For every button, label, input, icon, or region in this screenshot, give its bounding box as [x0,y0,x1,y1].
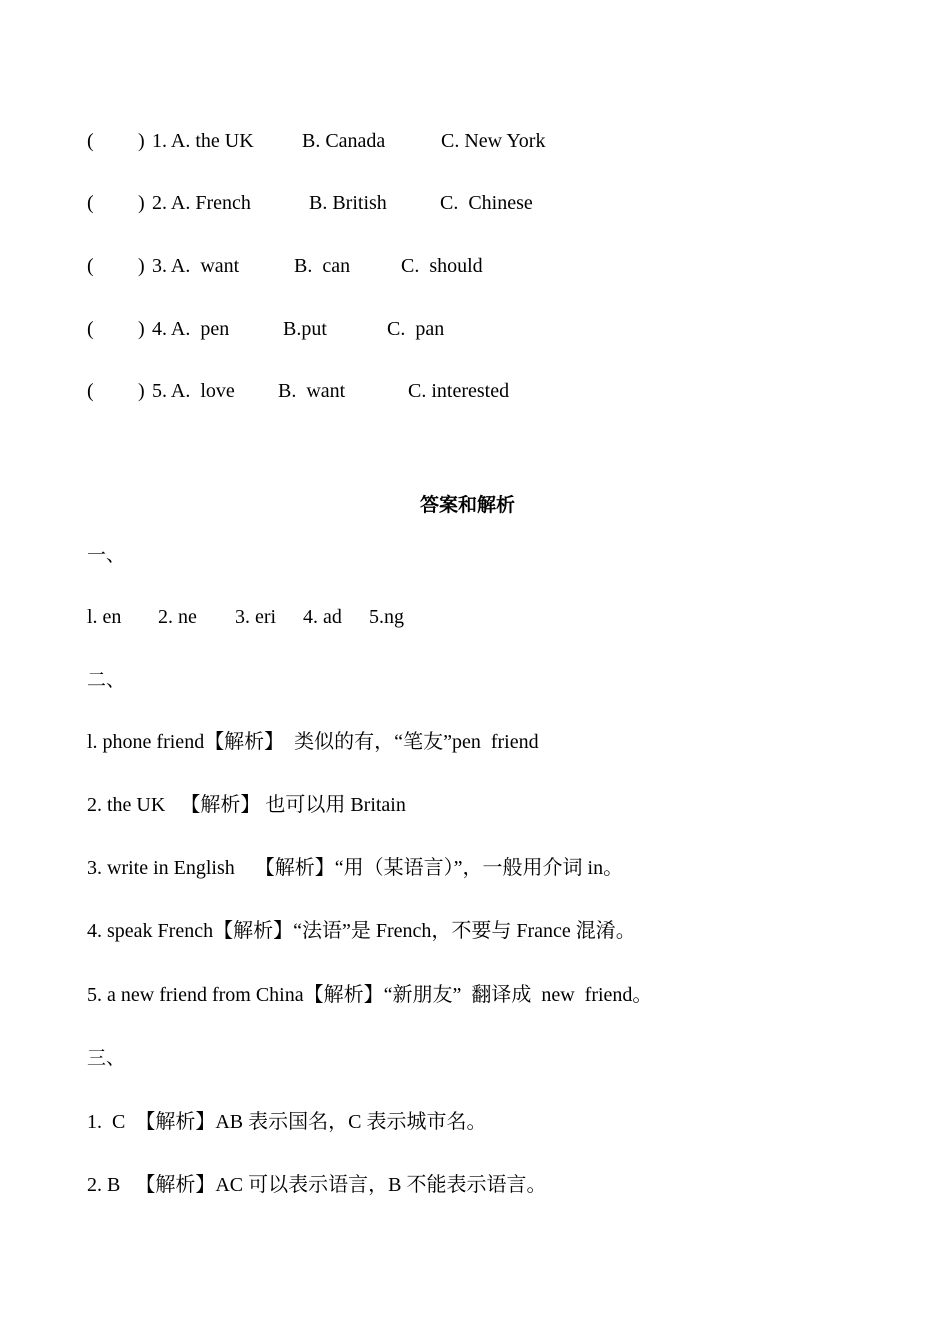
paren-close: ) [138,130,145,152]
option-c: C. should [401,255,483,277]
option-b: B. Canada [302,130,386,152]
option-a: 3. A. want [152,255,240,277]
paren-close: ) [138,380,145,402]
explanation-line: 1. C 【解析】AB 表示国名，C 表示城市名。 [87,1111,487,1133]
answer-item: 2. ne [158,606,197,628]
explanation-line: l. phone friend【解析】 类似的有，“笔友”pen friend [87,731,539,753]
option-b: B. want [278,380,346,402]
paren-close: ) [138,318,145,340]
section-3-heading: 三、 [87,1047,126,1069]
option-a: 4. A. pen [152,318,230,340]
paren-open: ( [87,380,94,402]
option-a: 5. A. love [152,380,235,402]
paren-open: ( [87,255,94,277]
answer-item: 5.ng [369,606,404,628]
paren-close: ) [138,192,145,214]
paren-open: ( [87,318,94,340]
paren-open: ( [87,130,94,152]
option-a: 1. A. the UK [152,130,254,152]
section-2-heading: 二、 [87,669,126,691]
answers-title: 答案和解析 [420,494,516,516]
answer-item: 3. eri [235,606,277,628]
answer-item: l. en [87,606,122,628]
explanation-line: 2. B 【解析】AC 可以表示语言，B 不能表示语言。 [87,1174,547,1196]
option-c: C. New York [441,130,546,152]
option-b: B. British [309,192,387,214]
explanation-line: 5. a new friend from China【解析】“新朋友” 翻译成 new friend。 [87,984,653,1006]
option-c: C. pan [387,318,445,340]
answer-item: 4. ad [303,606,342,628]
option-c: C. interested [408,380,510,402]
explanation-line: 3. write in English 【解析】“用（某语言）”，一般用介词 in。 [87,857,624,879]
explanation-line: 2. the UK 【解析】 也可以用 Britain [87,794,406,816]
section-1-heading: 一、 [87,544,126,566]
paren-close: ) [138,255,145,277]
explanation-line: 4. speak French【解析】“法语”是 French，不要与 France 混淆。 [87,920,636,942]
paren-open: ( [87,192,94,214]
option-b: B.put [283,318,327,340]
option-b: B. can [294,255,351,277]
option-c: C. Chinese [440,192,533,214]
option-a: 2. A. French [152,192,251,214]
